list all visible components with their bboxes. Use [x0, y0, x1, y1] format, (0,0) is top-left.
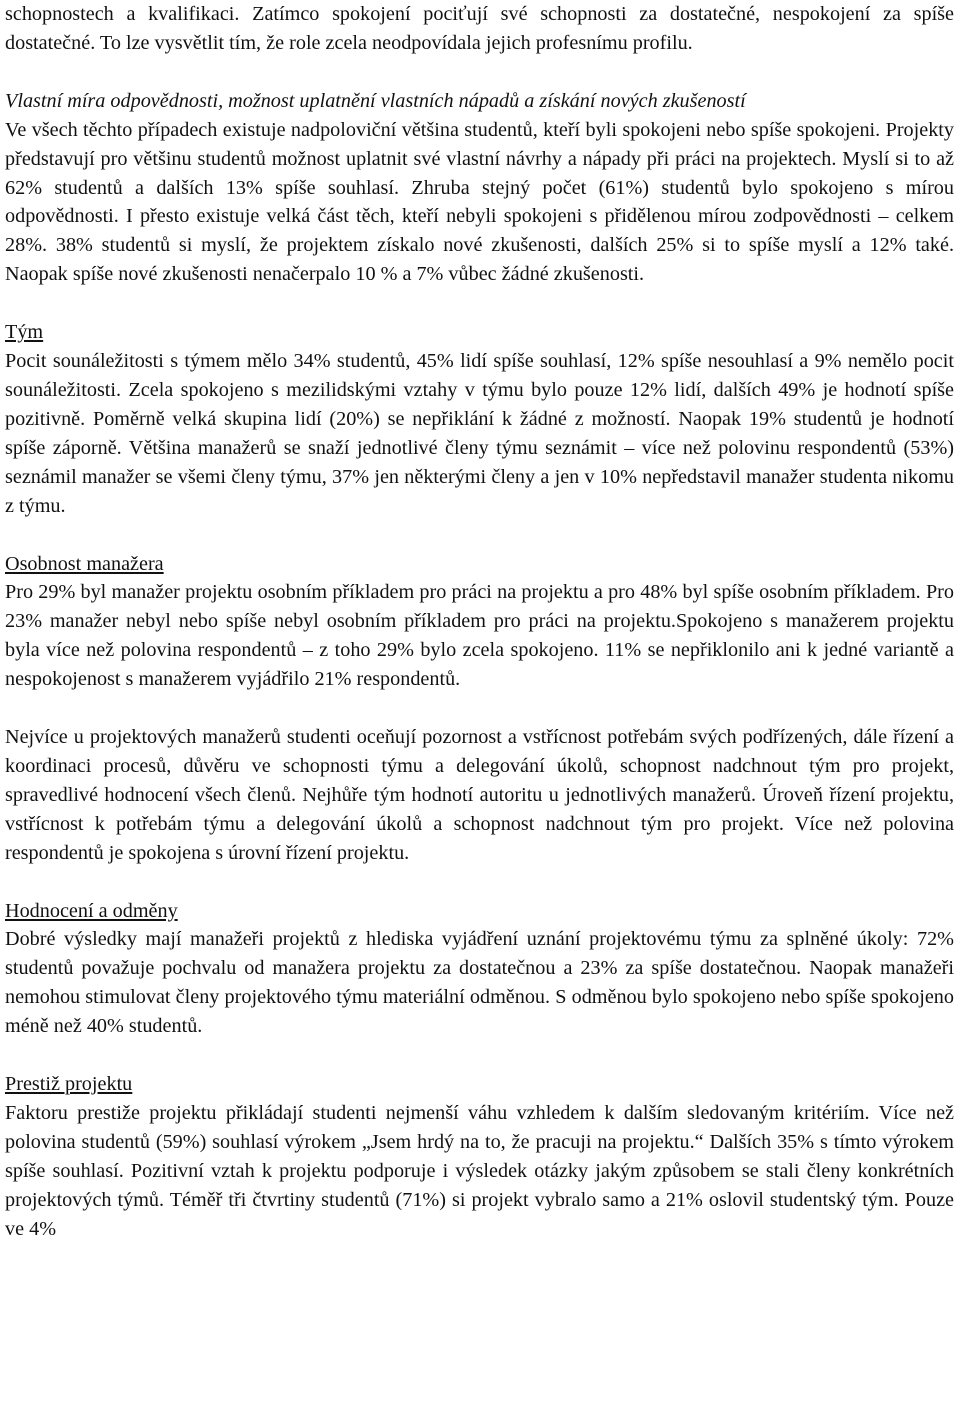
paragraph-manager-personality: Pro 29% byl manažer projektu osobním příkladem pro práci na projektu a pro 48% byl spíše osobním příkladem. Pro 23% manažer nebyl nebo spíše nebyl osobním příkladem pro práci na projektu.Spokojeno s manažerem projektu byla více než polovina respondentů – z toho 29% bylo zcela spokojeno. 11% se nepřiklonilo ani k jedné variantě a nespokojenost s manažerem vyjádřilo 21% respondentů.	[5, 581, 954, 691]
section-heading-prestige: Prestiž projektu	[5, 1073, 133, 1096]
paragraph-gap	[5, 289, 954, 318]
paragraph-intro: schopnostech a kvalifikaci. Zatímco spokojení pociťují své schopnosti za dostatečné, nespokojení za spíše dostatečné. To lze vysvětlit tím, že role zcela neodpovídala jejich profesnímu profilu.	[5, 3, 954, 54]
paragraph-prestige: Faktoru prestiže projektu přikládají studenti nejmenší váhu vzhledem k dalším sledovaným kritériím. Více než polovina studentů (59%) souhlasí výrokem „Jsem hrdý na to, že pracuji na projektu.“ Dalších 35% s tímto výrokem spíše souhlasí. Pozitivní vztah k projektu podporuje i výsledek otázky jakým způsobem se stali členy konkrétních projektových týmů. Téměř tři čtvrtiny studentů (71%) si projekt vybralo samo a 21% oslovil studentský tým. Pouze ve 4%	[5, 1102, 954, 1240]
paragraph-gap	[5, 1041, 954, 1070]
document-page	[5, 0, 954, 1244]
section-prestige	[5, 1070, 954, 1243]
section-heading-responsibility: Vlastní míra odpovědnosti, možnost uplatnění vlastních nápadů a získání nových zkušeností	[5, 89, 746, 112]
section-manager-personality	[5, 550, 954, 695]
section-team	[5, 318, 954, 520]
paragraph-team: Pocit sounáležitosti s týmem mělo 34% studentů, 45% lidí spíše souhlasí, 12% spíše nesouhlasí a 9% nemělo pocit sounáležitosti. Zcela spokojeno s mezilidskými vztahy v týmu bylo pouze 12% lidí, dalších 49% je hodnotí spíše pozitivně. Poměrně velká skupina lidí (20%) se nepřiklání k žádné z možností. Naopak 19% studentů je hodnotí spíše záporně. Většina manažerů se snaží jednotlivé členy týmu seznámit – více než polovinu respondentů (53%) seznámil manažer se všemi členy týmu, 37% jen některými členy a jen v 10% nepředstavil manažer studenta nikomu z týmu.	[5, 350, 954, 517]
section-rewards	[5, 897, 954, 1042]
section-responsibility	[5, 87, 954, 289]
section-heading-manager-personality: Osobnost manažera	[5, 552, 164, 575]
section-heading-team: Tým	[5, 321, 44, 344]
paragraph-gap	[5, 58, 954, 87]
paragraph-gap	[5, 694, 954, 723]
paragraph-rewards: Dobré výsledky mají manažeři projektů z hlediska vyjádření uznání projektovému týmu za splněné úkoly: 72% studentů považuje pochvalu od manažera projektu za dostatečnou a 23% za spíše dostatečnou. Naopak manažeři nemohou stimulovat členy projektového týmu materiální odměnou. S odměnou bylo spokojeno nebo spíše spokojeno méně než 40% studentů.	[5, 928, 954, 1038]
section-heading-rewards: Hodnocení a odměny	[5, 899, 178, 922]
paragraph-gap	[5, 521, 954, 550]
paragraph-manager-qualities: Nejvíce u projektových manažerů studenti oceňují pozornost a vstřícnost potřebám svých podřízených, dále řízení a koordinaci procesů, důvěru ve schopnosti týmu a delegování úkolů, schopnost nadchnout tým pro projekt, spravedlivé hodnocení všech členů. Nejhůře tým hodnotí autoritu u jednotlivých manažerů. Úroveň řízení projektu, vstřícnost k potřebám týmu a delegování úkolů a schopnost nadchnout tým pro projekt. Více než polovina respondentů je spokojena s úrovní řízení projektu.	[5, 726, 954, 864]
paragraph-gap	[5, 868, 954, 897]
paragraph-responsibility: Ve všech těchto případech existuje nadpoloviční většina studentů, kteří byli spokojeni nebo spíše spokojeni. Projekty představují pro většinu studentů možnost uplatnit své vlastní návrhy a nápady při práci na projektech. Myslí si to až 62% studentů a dalších 13% spíše souhlasí. Zhruba stejný počet (61%) studentů bylo spokojeno s mírou odpovědnosti. I přesto existuje velká část těch, kteří nebyli spokojeni s přidělenou mírou zodpovědnosti – celkem 28%. 38% studentů si myslí, že projektem získalo nové zkušenosti, dalších 25% si to spíše myslí a 12% také. Naopak spíše nové zkušenosti nenačerpalo 10 % a 7% vůbec žádné zkušenosti.	[5, 118, 954, 286]
